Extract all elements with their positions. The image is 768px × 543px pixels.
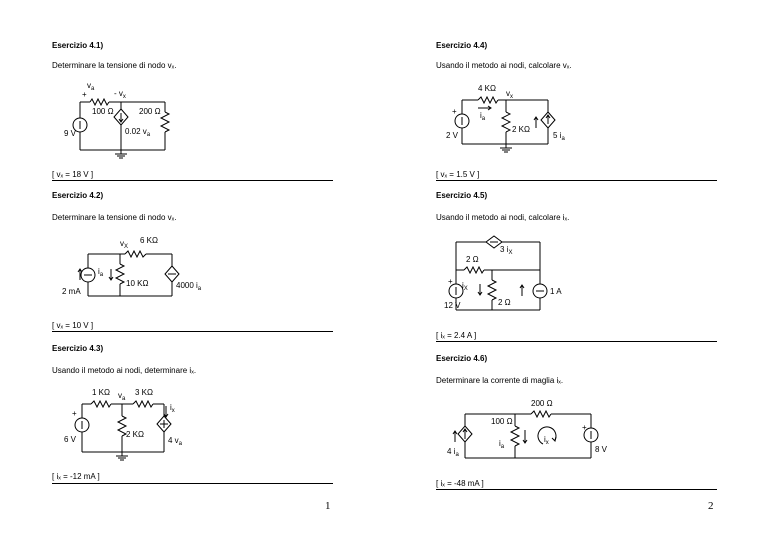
divider <box>436 341 717 342</box>
ex43-circuit <box>58 386 208 466</box>
ex45-text: Usando il metodo ai nodi, calcolare iₓ. <box>436 213 570 222</box>
ex46-r2-label: 100 Ω <box>491 417 513 426</box>
ex43-answer: [ iₓ = -12 mA ] <box>52 472 100 481</box>
ex46-resistor-100 <box>511 426 519 446</box>
ex45-r1-label: 2 Ω <box>466 255 479 264</box>
ex41-va-label: $v_a$ <box>87 81 95 92</box>
ex44-text: Usando il metodo ai nodi, calcolare vₓ. <box>436 61 572 70</box>
page-number: 1 <box>325 500 331 512</box>
divider <box>52 331 333 332</box>
ex41-dep-label: 0.02 $v_a$ <box>125 127 151 138</box>
ex41-plus: + <box>82 90 87 99</box>
ex43-r1-label: 1 KΩ <box>92 388 110 397</box>
page-number: 2 <box>708 500 714 512</box>
ex43-ix-label: $i_x$ <box>170 403 175 414</box>
ex46-ix-label: $i_x$ <box>544 435 549 446</box>
ex42-ia-label: $i_a$ <box>98 267 104 278</box>
ex43-resistor-2k <box>118 416 126 436</box>
ex45-resistor-2b <box>488 280 496 300</box>
ex44-plus: + <box>452 107 457 116</box>
ex42-r2-label: 10 KΩ <box>126 279 149 288</box>
ex43-resistor-1k <box>91 401 111 407</box>
ex44-resistor-2k <box>502 112 510 132</box>
ex46-ia-label: $i_a$ <box>499 439 505 450</box>
ex45-src-label: 12 V <box>444 301 461 310</box>
divider <box>52 483 333 484</box>
ex42-title: Esercizio 4.2) <box>52 191 104 200</box>
ex41-title: Esercizio 4.1) <box>52 41 104 50</box>
divider <box>436 489 717 490</box>
ex45-ix-label: $i_X$ <box>462 281 468 292</box>
ex42-r1-label: 6 KΩ <box>140 236 158 245</box>
ex42-circuit <box>60 236 220 302</box>
ex44-ia-label: $i_a$ <box>480 111 486 122</box>
ex43-va-label: $v_a$ <box>118 391 126 402</box>
ex41-resistor-200 <box>161 112 169 132</box>
ex46-src-label: 8 V <box>595 445 608 454</box>
ex45-resistor-2a <box>464 267 484 273</box>
ex42-src-label: 2 mA <box>62 287 81 296</box>
ex46-answer: [ iₓ = -48 mA ] <box>436 479 484 488</box>
ex44-vx-label: $v_x$ <box>506 89 513 100</box>
ex46-resistor-200 <box>531 411 551 417</box>
ex43-resistor-3k <box>133 401 153 407</box>
ex46-text: Determinare la corrente di maglia iₓ. <box>436 376 564 385</box>
ex43-r3-label: 2 KΩ <box>126 430 144 439</box>
ex44-src-label: 2 V <box>446 131 459 140</box>
ex41-answer: [ vₓ = 18 V ] <box>52 170 94 179</box>
ex43-dep-label: 4 $v_a$ <box>168 436 183 447</box>
divider <box>436 180 717 181</box>
ex43-src-label: 6 V <box>64 435 77 444</box>
ex41-vx-label: - $v_x$ <box>114 89 126 100</box>
ex43-title: Esercizio 4.3) <box>52 344 104 353</box>
ex45-dep-label: 3 $i_X$ <box>500 245 513 256</box>
ex46-title: Esercizio 4.6) <box>436 354 488 363</box>
ex44-resistor-4k <box>478 97 498 103</box>
ex46-dep-label: 4 $i_a$ <box>447 447 459 458</box>
ex44-dep-label: 5 $i_a$ <box>553 131 565 142</box>
ex41-text: Determinare la tensione di nodo vₓ. <box>52 61 177 70</box>
ex42-resistor-6k <box>125 251 146 257</box>
ex42-text: Determinare la tensione di nodo vₓ. <box>52 213 177 222</box>
ex42-dep-label: 4000 $i_a$ <box>176 281 202 292</box>
ex41-r1-label: 100 Ω <box>92 107 114 116</box>
ex44-circuit <box>440 82 580 160</box>
ex41-r2-label: 200 Ω <box>139 107 161 116</box>
ex46-circuit <box>445 396 615 468</box>
ex41-resistor-100 <box>90 99 109 105</box>
ex44-title: Esercizio 4.4) <box>436 41 488 50</box>
ex46-plus: + <box>582 423 587 432</box>
ex44-r2-label: 2 KΩ <box>512 125 530 134</box>
ex41-src-label: 9 V <box>64 129 77 138</box>
ex43-plus: + <box>72 409 77 418</box>
ex45-isrc-label: 1 A <box>550 287 562 296</box>
ex42-resistor-10k <box>116 264 124 284</box>
ex44-r1-label: 4 KΩ <box>478 84 496 93</box>
ex46-r1-label: 200 Ω <box>531 399 553 408</box>
ex45-r2-label: 2 Ω <box>498 298 511 307</box>
ex43-text: Usando il metodo ai nodi, determinare iₓ. <box>52 366 197 375</box>
ex43-r2-label: 3 KΩ <box>135 388 153 397</box>
ex42-vx-label: $v_X$ <box>120 239 129 250</box>
ex44-answer: [ vₓ = 1.5 V ] <box>436 170 480 179</box>
divider <box>52 180 333 181</box>
ex42-answer: [ vₓ = 10 V ] <box>52 321 94 330</box>
ex45-plus: + <box>448 277 453 286</box>
ex45-answer: [ iₓ = 2.4 A ] <box>436 331 477 340</box>
ex41-circuit <box>55 80 185 160</box>
ex45-title: Esercizio 4.5) <box>436 191 488 200</box>
ex45-circuit <box>440 232 590 317</box>
